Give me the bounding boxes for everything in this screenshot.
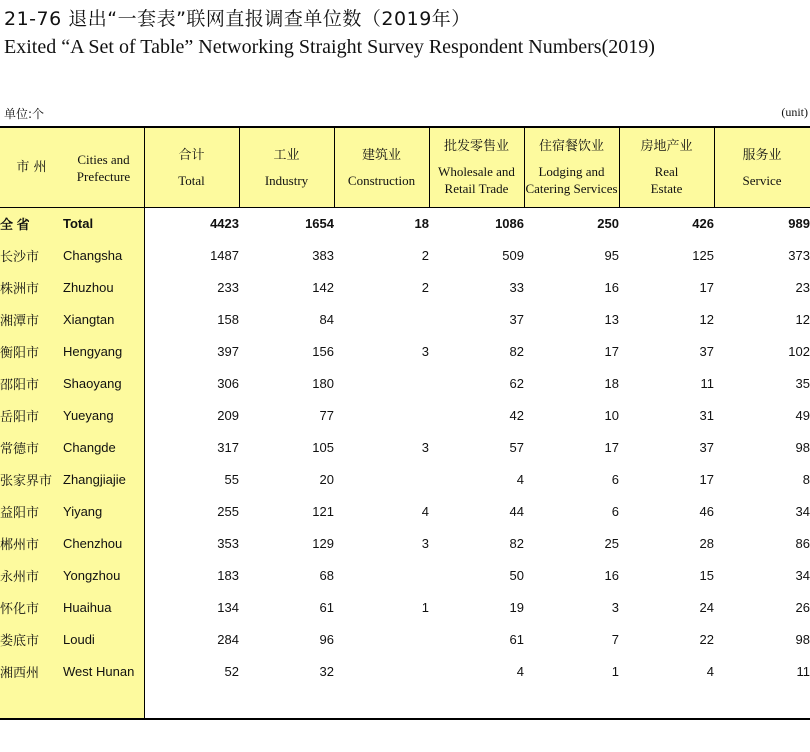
cell-service: 8 [802,471,810,487]
cell-wholesale: 509 [502,247,524,263]
cell-service: 34 [795,503,810,519]
cell-service: 12 [795,311,810,327]
column-divider [714,128,715,207]
cell-real-estate: 17 [699,471,714,487]
city-name-cn: 湘潭市 [0,312,40,328]
cell-construction: 3 [421,343,429,359]
city-name-cn: 衡阳市 [0,344,40,360]
table-row [0,495,810,527]
cell-service: 23 [795,279,810,295]
cell-service: 11 [796,663,810,679]
header-row [0,128,810,207]
cell-construction: 3 [421,439,429,455]
cell-wholesale: 82 [509,535,524,551]
city-name-cn: 全 省 [0,216,30,232]
cell-wholesale: 50 [509,567,524,583]
table-top-rule [0,126,810,128]
cell-wholesale: 82 [509,343,524,359]
cell-wholesale: 61 [509,631,524,647]
cell-construction [334,559,429,591]
column-divider [524,128,525,207]
cell-industry: 96 [319,631,334,647]
city-name-cn: 株洲市 [0,280,40,296]
cell-industry: 121 [312,503,334,519]
city-name-cn: 永州市 [0,568,40,584]
cell-service: 26 [795,599,810,615]
cell-real-estate: 28 [699,535,714,551]
cell-total: 183 [217,567,239,583]
table-row [0,623,810,655]
cell-real-estate: 12 [699,311,714,327]
table-row [0,367,810,399]
cell-lodging: 6 [611,503,619,519]
cell-construction [334,399,429,431]
city-name-en: Xiangtan [63,311,115,327]
cell-real-estate: 46 [699,503,714,519]
cell-real-estate: 4 [706,663,714,679]
cell-service: 49 [795,407,810,423]
city-name-cn: 岳阳市 [0,408,40,424]
cell-total: 284 [217,631,239,647]
city-name-cn: 郴州市 [0,536,40,552]
cell-construction: 2 [421,279,429,295]
cell-total: 317 [217,439,239,455]
cell-lodging: 16 [604,567,619,583]
unit-label-english: (unit) [781,105,808,119]
city-name-en: Yongzhou [63,567,121,583]
city-name-cn: 邵阳市 [0,376,40,392]
city-name-cn: 娄底市 [0,632,40,648]
col-header-city-cn: 市 州 [16,160,47,175]
city-name-en: Loudi [63,631,95,647]
cell-industry: 180 [312,375,334,391]
city-name-cn: 益阳市 [0,504,40,520]
col-header-total: 合计 Total [178,147,205,188]
cell-construction [334,655,429,687]
cell-construction: 2 [421,247,429,263]
city-name-en: Huaihua [63,599,112,615]
cell-total: 306 [217,375,239,391]
table-title-english: Exited “A Set of Table” Networking Straight Survey Respondent Numbers(2019) [4,36,655,58]
unit-label-chinese: 单位:个 [4,107,45,121]
table-bottom-rule [0,718,810,720]
table-row [0,463,810,495]
cell-construction [334,623,429,655]
cell-lodging: 16 [604,279,619,295]
city-name-en: Changsha [63,247,123,263]
cell-wholesale: 57 [509,439,524,455]
survey-table [0,128,810,687]
table-row [0,303,810,335]
city-name-en: West Hunan [63,663,135,679]
cell-total: 209 [217,407,239,423]
city-name-cn: 长沙市 [0,248,40,264]
cell-real-estate: 22 [699,631,714,647]
cell-industry: 105 [312,439,334,455]
cell-lodging: 18 [604,375,619,391]
cell-lodging: 17 [604,439,619,455]
cell-service: 34 [795,567,810,583]
col-header-service: 服务业 Service [742,147,782,188]
cell-wholesale: 44 [509,503,524,519]
cell-construction: 18 [414,215,429,231]
cell-industry: 383 [312,247,334,263]
cell-construction: 3 [421,535,429,551]
cell-service: 989 [788,215,810,231]
cell-lodging: 7 [611,631,619,647]
table-title-chinese: 21-76 退出“一套表”联网直报调查单位数（2019年） [4,8,471,30]
cell-service: 373 [788,247,810,263]
city-name-en: Hengyang [63,343,123,359]
city-name-en: Shaoyang [63,375,122,391]
table-row [0,335,810,367]
cell-total: 255 [217,503,239,519]
cell-industry: 77 [319,407,334,423]
cell-industry: 156 [312,343,334,359]
cell-wholesale: 4 [516,471,524,487]
cell-total: 134 [217,599,239,615]
cell-wholesale: 37 [509,311,524,327]
cell-service: 98 [795,631,810,647]
col-header-lodging: 住宿餐饮业 Lodging and Catering Services [525,139,618,196]
city-name-en: Yueyang [63,407,114,423]
cell-service: 86 [795,535,810,551]
cell-wholesale: 19 [509,599,524,615]
table-row-total [0,207,810,239]
table-row [0,431,810,463]
column-divider [144,128,145,719]
cell-total: 52 [224,663,239,679]
cell-real-estate: 17 [699,279,714,295]
city-name-cn: 怀化市 [0,600,40,616]
cell-lodging: 10 [604,407,619,423]
cell-lodging: 25 [604,535,619,551]
table-row [0,655,810,687]
city-name-cn: 张家界市 [0,472,53,488]
header-bottom-rule [0,207,810,208]
cell-construction [334,303,429,335]
cell-lodging: 17 [604,343,619,359]
cell-lodging: 3 [611,599,619,615]
city-name-en: Chenzhou [63,535,123,551]
cell-industry: 68 [319,567,334,583]
cell-real-estate: 37 [699,343,714,359]
table-row [0,591,810,623]
cell-lodging: 6 [611,471,619,487]
cell-total: 397 [217,343,239,359]
cell-total: 55 [224,471,239,487]
cell-industry: 20 [319,471,334,487]
col-header-city-en: Cities and Prefecture [76,151,131,184]
cell-wholesale: 33 [509,279,524,295]
cell-total: 1487 [210,247,239,263]
cell-construction: 1 [421,599,429,615]
cell-real-estate: 24 [699,599,714,615]
cell-construction [334,463,429,495]
col-header-construction: 建筑业 Construction [347,147,416,188]
city-name-en: Zhangjiajie [63,471,126,487]
table-row [0,271,810,303]
cell-real-estate: 15 [699,567,714,583]
city-name-cn: 常德市 [0,440,40,456]
city-name-en: Yiyang [63,503,103,519]
cell-lodging: 250 [597,215,619,231]
city-name-en: Changde [63,439,116,455]
table-row [0,527,810,559]
cell-industry: 1654 [305,215,334,231]
city-name-cn: 湘西州 [0,664,40,680]
cell-service: 98 [795,439,810,455]
col-header-real-estate: 房地产业 Real Estate [640,139,693,196]
cell-wholesale: 4 [516,663,524,679]
cell-wholesale: 42 [509,407,524,423]
table-row [0,559,810,591]
cell-industry: 32 [319,663,334,679]
table-row [0,239,810,271]
cell-total: 158 [217,311,239,327]
cell-lodging: 13 [604,311,619,327]
cell-total: 233 [217,279,239,295]
cell-construction: 4 [421,503,429,519]
cell-total: 353 [217,535,239,551]
column-divider [429,128,430,207]
cell-industry: 84 [319,311,334,327]
column-divider [334,128,335,207]
cell-total: 4423 [210,215,239,231]
cell-construction [334,367,429,399]
cell-wholesale: 1086 [495,215,524,231]
col-header-wholesale: 批发零售业 Wholesale and Retail Trade [438,139,515,196]
cell-industry: 61 [319,599,334,615]
city-name-en: Total [63,215,94,231]
cell-service: 102 [788,343,810,359]
cell-real-estate: 125 [692,247,714,263]
cell-real-estate: 31 [699,407,714,423]
column-divider [239,128,240,207]
table-row [0,399,810,431]
cell-service: 35 [795,375,810,391]
cell-real-estate: 37 [699,439,714,455]
cell-lodging: 1 [611,663,619,679]
cell-lodging: 95 [604,247,619,263]
cell-industry: 142 [312,279,334,295]
cell-real-estate: 426 [692,215,714,231]
cell-wholesale: 62 [509,375,524,391]
city-name-en: Zhuzhou [63,279,114,295]
col-header-industry: 工业 Industry [264,147,309,188]
column-divider [619,128,620,207]
cell-industry: 129 [312,535,334,551]
cell-real-estate: 11 [700,375,714,391]
